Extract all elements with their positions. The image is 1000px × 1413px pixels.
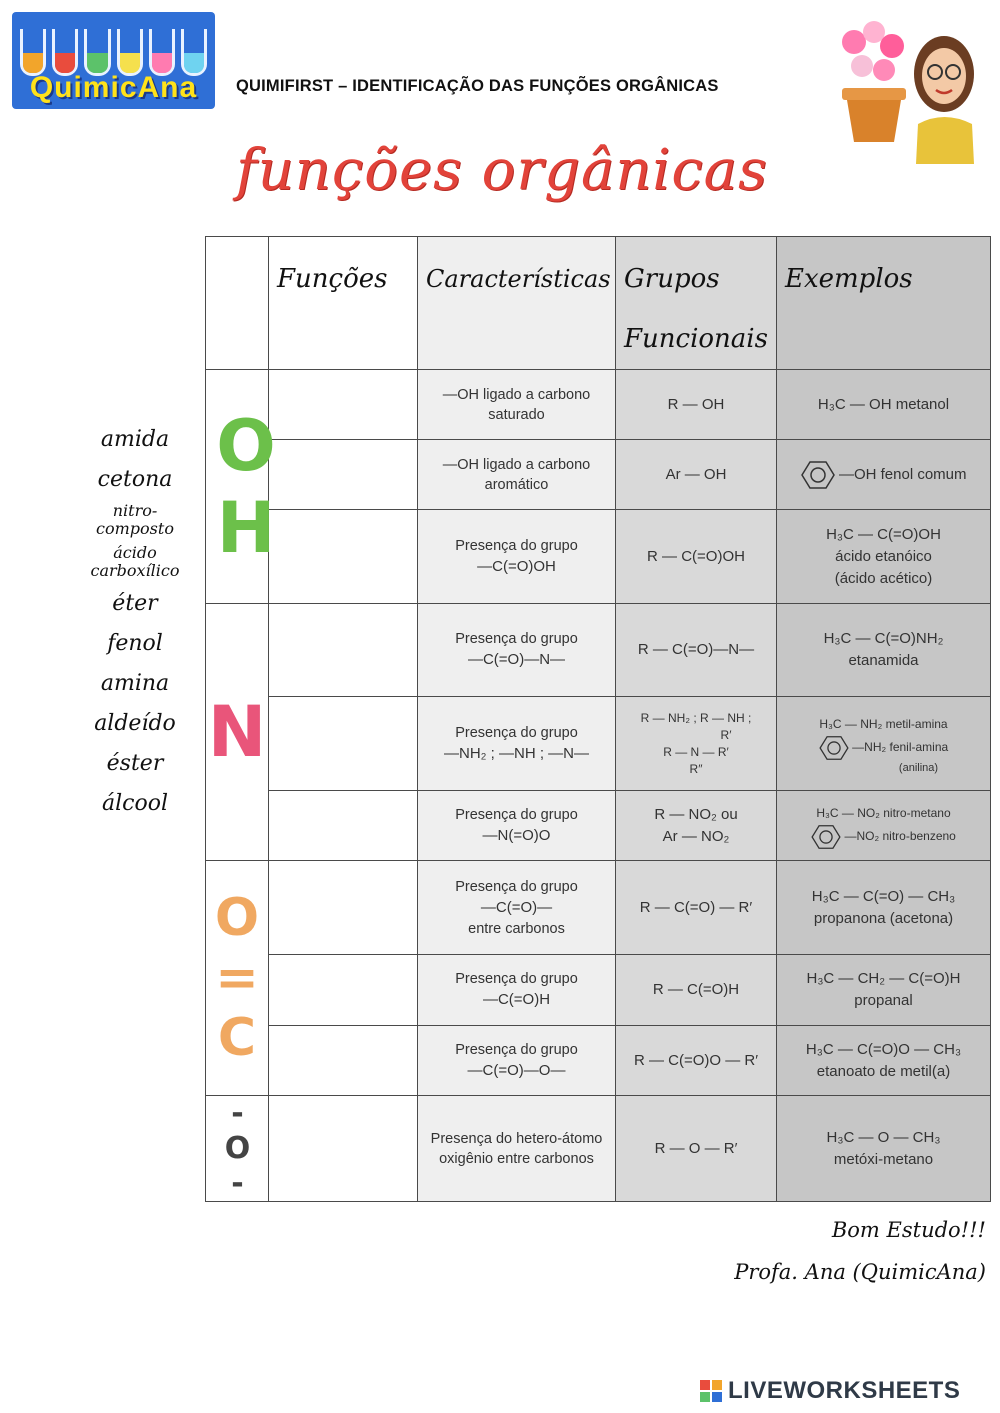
draggable-word[interactable]: éter xyxy=(112,591,158,616)
characteristic-text: —OH ligado a carbono xyxy=(442,456,591,473)
brand-square xyxy=(712,1380,722,1390)
teacher-signature: Profa. Ana (QuimicAna) xyxy=(734,1260,986,1284)
header-exemplos: Exemplos xyxy=(777,237,991,370)
example-name: propanona (acetona) xyxy=(813,909,954,927)
characteristic-cell xyxy=(418,791,616,861)
functional-group-cell xyxy=(616,510,777,604)
quimicana-logo xyxy=(12,12,215,109)
example-cell xyxy=(777,861,991,955)
functional-group-formula: R — N — R′ xyxy=(663,744,729,759)
table-row xyxy=(206,510,991,604)
characteristic-text: —OH ligado a carbono xyxy=(442,386,591,403)
test-tube-icon xyxy=(84,29,110,76)
header-blank xyxy=(206,237,269,370)
group-letter: N xyxy=(207,691,267,773)
answer-drop-zone[interactable] xyxy=(269,1096,418,1202)
liveworksheets-logo xyxy=(700,1377,960,1405)
characteristic-text: Presença do grupo xyxy=(455,631,578,647)
characteristic-text: oxigênio entre carbonos xyxy=(439,1150,594,1167)
logo-text: QuimicAna xyxy=(29,71,198,104)
example-cell xyxy=(777,510,991,604)
example-cell xyxy=(777,955,991,1026)
characteristic-text: Presença do grupo xyxy=(455,1041,578,1058)
characteristic-formula: —C(=O)—O— xyxy=(467,1061,566,1079)
liveworksheets-brand-text: LIVEWORKSHEETS xyxy=(728,1377,961,1404)
characteristic-formula: —N(=O)O xyxy=(482,826,551,844)
word-bank xyxy=(80,420,190,824)
draggable-word[interactable]: amida xyxy=(100,427,170,452)
example-formula: H₃C — OH metanol xyxy=(817,395,950,413)
functional-group-formula: R — NO₂ ou xyxy=(654,805,738,823)
example-name: etanoato de metil(a) xyxy=(816,1062,951,1080)
functional-group-cell xyxy=(616,861,777,955)
characteristic-cell xyxy=(418,604,616,697)
characteristic-formula: —C(=O)OH xyxy=(477,557,556,575)
group-letter: OH xyxy=(205,404,287,569)
draggable-word[interactable]: fenol xyxy=(107,631,163,656)
characteristic-cell xyxy=(418,1026,616,1096)
table-header-row xyxy=(206,237,991,370)
characteristic-cell xyxy=(418,697,616,791)
draggable-word[interactable]: nitro-composto xyxy=(96,501,174,538)
example-cell xyxy=(777,697,991,791)
draggable-word[interactable]: éster xyxy=(106,751,164,776)
draggable-word[interactable]: aldeído xyxy=(94,711,176,736)
functional-group-cell xyxy=(616,440,777,510)
organic-functions-table xyxy=(205,236,991,1202)
answer-drop-zone[interactable] xyxy=(269,440,418,510)
brand-square xyxy=(700,1392,710,1402)
example-name: (anilina) xyxy=(898,761,939,774)
table-row xyxy=(206,697,991,791)
example-cell xyxy=(777,1096,991,1202)
example-formula: H₃C — NO₂ nitro-metano xyxy=(816,805,951,820)
functional-group-cell xyxy=(616,604,777,697)
group-letter: -O- xyxy=(220,1096,255,1201)
example-formula: H₃C — O — CH₃ xyxy=(826,1128,941,1146)
group-label-ether xyxy=(206,1096,269,1202)
table-row xyxy=(206,955,991,1026)
brand-square xyxy=(712,1392,722,1402)
characteristic-cell xyxy=(418,510,616,604)
table-row xyxy=(206,604,991,697)
answer-drop-zone[interactable] xyxy=(269,1026,418,1096)
functional-group-cell xyxy=(616,791,777,861)
example-name: propanal xyxy=(854,992,913,1009)
example-name: ácido etanóico xyxy=(835,547,932,565)
characteristic-text: Presença do hetero-átomo xyxy=(430,1130,603,1147)
characteristic-cell xyxy=(418,1096,616,1202)
test-tube-icon xyxy=(20,29,46,76)
characteristic-cell xyxy=(418,370,616,440)
characteristic-cell xyxy=(418,861,616,955)
benzene-ring-icon xyxy=(801,460,835,490)
header-grupos: Grupos Funcionais xyxy=(616,237,777,370)
functional-group-formula: R′ xyxy=(720,727,732,742)
table-row xyxy=(206,1026,991,1096)
group-label-oh xyxy=(205,370,287,604)
characteristic-text: Presença do grupo xyxy=(455,971,578,987)
characteristic-formula: —C(=O)—N— xyxy=(467,651,566,668)
example-formula: H₃C — NH₂ metil-amina xyxy=(819,716,948,731)
characteristic-formula: —NH₂ ; —NH ; —N— xyxy=(444,744,589,762)
example-formula: —OH fenol comum xyxy=(838,465,967,483)
closing-message: Bom Estudo!!! xyxy=(831,1218,986,1242)
brand-square xyxy=(700,1380,710,1390)
liveworksheets-mark-icon xyxy=(700,1380,722,1402)
functional-group-formula: R — C(=O)O — R′ xyxy=(633,1051,759,1069)
functional-group-formula: R″ xyxy=(689,761,703,776)
example-name: etanamida xyxy=(848,652,919,669)
example-formula: H₃C — C(=O) — CH₃ xyxy=(811,887,956,905)
benzene-ring-icon xyxy=(811,824,841,850)
example-formula: —NH₂ fenil-amina xyxy=(852,739,949,754)
answer-drop-zone[interactable] xyxy=(269,791,418,861)
header-caracteristicas: Características xyxy=(418,237,616,370)
characteristic-text: Presença do grupo xyxy=(455,806,578,823)
example-formula: H₃C — C(=O)OH xyxy=(826,525,941,543)
table-row xyxy=(206,1096,991,1202)
functional-group-cell xyxy=(616,370,777,440)
functional-group-formula: R — C(=O)H xyxy=(652,981,740,998)
functional-group-formula: R — O — R′ xyxy=(654,1139,738,1157)
table-row xyxy=(206,440,991,510)
page-title: QUIMIFIRST – IDENTIFICAÇÃO DAS FUNÇÕES ORGÂNICAS xyxy=(236,77,719,95)
benzene-ring-icon xyxy=(819,735,849,761)
table-row xyxy=(206,861,991,955)
test-tube-icon xyxy=(181,29,207,76)
characteristic-text: saturado xyxy=(488,406,545,423)
table-row xyxy=(206,370,991,440)
example-name: (ácido acético) xyxy=(834,569,933,587)
characteristic-text: aromático xyxy=(484,476,549,493)
functional-group-formula: R — C(=O)—N— xyxy=(637,641,755,658)
functional-group-formula: R — OH xyxy=(667,395,725,413)
answer-drop-zone[interactable] xyxy=(269,955,418,1026)
functional-group-cell xyxy=(616,1096,777,1202)
group-letter: O=C xyxy=(207,888,267,1068)
draggable-word[interactable]: álcool xyxy=(102,791,168,816)
characteristic-cell xyxy=(418,955,616,1026)
functional-group-formula: Ar — NO₂ xyxy=(662,827,730,845)
functional-group-cell xyxy=(616,697,777,791)
group-label-n xyxy=(206,604,269,861)
functional-group-cell xyxy=(616,1026,777,1096)
functional-group-cell xyxy=(616,955,777,1026)
worksheet-heading: funções orgânicas xyxy=(236,138,768,203)
test-tube-icon xyxy=(149,29,175,76)
draggable-word[interactable]: amina xyxy=(100,671,170,696)
example-cell xyxy=(777,1026,991,1096)
functional-group-formula: R — C(=O)OH xyxy=(647,547,745,565)
draggable-word[interactable]: cetona xyxy=(97,467,173,492)
example-formula: H₃C — C(=O)NH₂ xyxy=(823,630,944,647)
example-cell xyxy=(777,440,991,510)
functional-group-formula: R — NH₂ ; R — NH ; xyxy=(640,710,752,725)
answer-drop-zone[interactable] xyxy=(269,510,418,604)
characteristic-formula: —C(=O)H xyxy=(482,991,551,1008)
functional-group-formula: Ar — OH xyxy=(665,465,727,483)
draggable-word[interactable]: ácido carboxílico xyxy=(90,543,180,580)
example-name: metóxi-metano xyxy=(833,1150,934,1168)
characteristic-cell xyxy=(418,440,616,510)
test-tube-icon xyxy=(117,29,143,76)
example-cell xyxy=(777,791,991,861)
example-formula: —NO₂ nitro-benzeno xyxy=(844,828,956,843)
test-tube-icon xyxy=(52,29,78,76)
answer-drop-zone[interactable] xyxy=(269,370,418,440)
functional-group-formula: R — C(=O) — R′ xyxy=(639,898,753,916)
example-formula: H₃C — CH₂ — C(=O)H xyxy=(806,970,961,987)
characteristic-text: entre carbonos xyxy=(468,920,565,937)
example-cell xyxy=(777,370,991,440)
header-funcoes: Funções xyxy=(269,237,418,370)
answer-drop-zone[interactable] xyxy=(269,604,418,697)
group-label-co xyxy=(206,861,269,1096)
answer-drop-zone[interactable] xyxy=(269,697,418,791)
example-formula: H₃C — C(=O)O — CH₃ xyxy=(805,1040,962,1058)
example-cell xyxy=(777,604,991,697)
answer-drop-zone[interactable] xyxy=(269,861,418,955)
characteristic-text: Presença do grupo xyxy=(455,878,578,895)
characteristic-formula: —C(=O)— xyxy=(480,898,553,916)
characteristic-text: Presença do grupo xyxy=(455,537,578,554)
teacher-avatar-icon xyxy=(832,14,982,164)
characteristic-text: Presença do grupo xyxy=(455,724,578,741)
table-row xyxy=(206,791,991,861)
